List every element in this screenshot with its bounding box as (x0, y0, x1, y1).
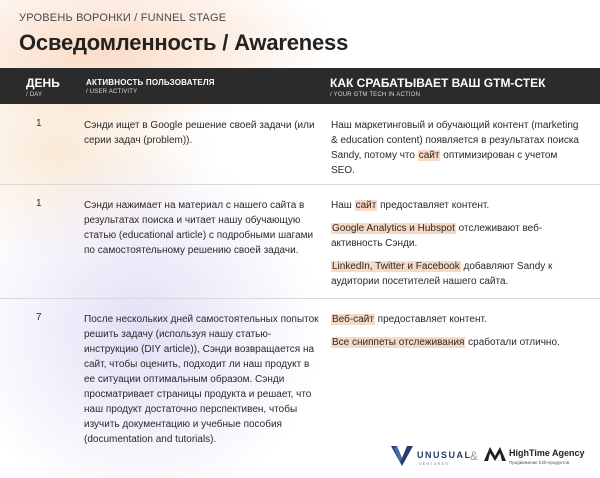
column-gtm-title: КАК СРАБАТЫВАЕТ ВАШ GTM-СТЕК (330, 76, 546, 90)
page-header (19, 12, 348, 56)
unusual-logo-icon (391, 446, 413, 466)
ampersand: & (470, 449, 479, 463)
page-title: Осведомленность / Awareness (19, 30, 349, 55)
column-activity-subtitle: / USER ACTIVITY (86, 89, 138, 95)
row-divider (0, 184, 600, 185)
hightime-logo-icon (484, 447, 506, 461)
gtm-paragraph (331, 198, 583, 213)
gtm-paragraph (331, 259, 583, 289)
row-divider (0, 298, 600, 299)
highlighted-term: сайт (355, 200, 377, 211)
row-activity: После нескольких дней самостоятельных попыток решить задачу (используя нашу статью-инструкцию (DIY article)), Сэнди возвращается на сайт, чтобы оценить, подходит ли наш продукт в ее ситуации оптимальным образом. Сэнди просматривает страницы продукта и решает, что наш продукт достаточно перспективен, чтобы изучить документацию и учебные пособия (documentation and tutorials). (84, 314, 319, 445)
gtm-text: сработали отлично. (465, 337, 560, 348)
highlighted-term: Все сниппеты отслеживания (332, 337, 465, 348)
column-day-title: ДЕНЬ (26, 76, 60, 90)
gtm-text: добавляют Sandy к аудитории посетителей нашего сайта. (331, 261, 553, 287)
column-activity-title: АКТИВНОСТЬ ПОЛЬЗОВАТЕЛЯ (86, 78, 215, 87)
hightime-brand-name: HighTime Agency (509, 448, 585, 458)
gtm-text: предоставляет контент. (377, 200, 490, 211)
row-gtm (331, 118, 583, 186)
column-day (26, 76, 60, 98)
unusual-brand-name: UNUSUAL (417, 450, 472, 460)
gtm-paragraph (331, 118, 583, 178)
highlighted-term: LinkedIn, Twitter и Facebook (332, 261, 460, 272)
row-gtm (331, 312, 583, 358)
column-day-subtitle: / DAY (26, 92, 43, 98)
highlighted-term: Google Analytics и Hubspot (332, 223, 455, 234)
table-header (0, 68, 600, 104)
hightime-brand-subtitle: Продвижение b2b-продуктов (509, 460, 570, 465)
funnel-stage-label: УРОВЕНЬ ВОРОНКИ / FUNNEL STAGE (19, 12, 227, 24)
row-day: 1 (36, 198, 42, 209)
row-activity: Сэнди нажимает на материал с нашего сайта в результатах поиска и читает нашу обучающую статью (educational article) с подробными шагами по самостоятельному решению своей задачи. (84, 200, 314, 256)
gtm-paragraph (331, 221, 583, 251)
gtm-text: Наш (331, 200, 355, 211)
unusual-brand-subtitle: VENTURES (419, 461, 449, 466)
row-gtm (331, 198, 583, 297)
row-day: 1 (36, 118, 42, 129)
gtm-text: предоставляет контент. (374, 314, 487, 325)
gtm-paragraph (331, 312, 583, 327)
column-gtm (330, 76, 545, 98)
column-activity (86, 76, 215, 95)
highlighted-term: сайт (418, 150, 440, 161)
row-activity: Сэнди ищет в Google решение своей задачи (или серии задач (problem)). (84, 120, 315, 146)
row-day: 7 (36, 312, 42, 323)
gtm-text: оптимизирован с учетом SEO. (331, 150, 558, 176)
column-gtm-subtitle: / YOUR GTM TECH IN ACTION (330, 92, 421, 98)
highlighted-term: Веб-сайт (332, 314, 374, 325)
gtm-text: Наш маркетинговый и обучающий контент (marketing & education content) появляется в результатах поиска Sandy, потому что (331, 120, 579, 161)
gtm-text: отслеживают веб-активность Сэнди. (331, 223, 543, 249)
gtm-paragraph (331, 335, 583, 350)
